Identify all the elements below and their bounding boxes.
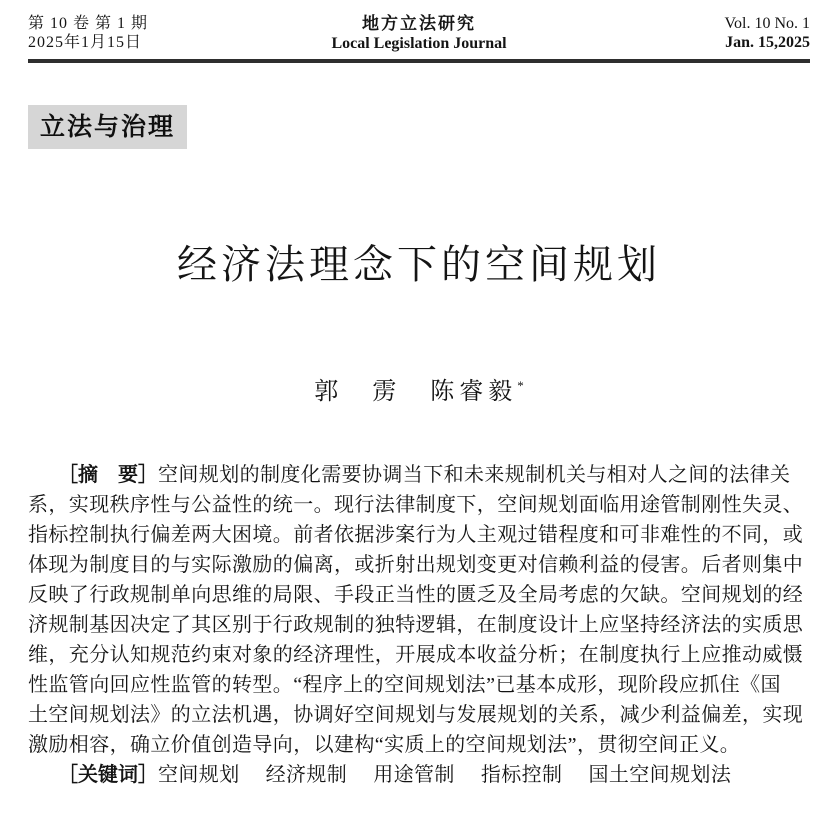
issue-info [28, 14, 243, 52]
abstract-line: 体现为制度目的与实际激励的偏离，或折射出规划变更对信赖利益的侵害。后者则集中 [28, 554, 804, 576]
abstract-line: 激励相容，确立价值创造导向，以建构“实质上的空间规划法”，贯彻空间正义。 [28, 734, 741, 756]
header-divider-rule [28, 59, 810, 63]
abstract-line: 维，充分认知规范约束对象的经济理性，开展成本收益分析；在制度执行上应推动威慑 [28, 644, 804, 666]
keyword-item: 经济规制 [265, 764, 348, 786]
issue-info-en [595, 14, 810, 52]
keyword-item: 国土空间规划法 [588, 764, 732, 786]
keywords-line [28, 760, 810, 790]
publish-date-zh: 2025年1月15日 [28, 34, 143, 51]
abstract-line: 性监管向回应性监管的转型。“程序上的空间规划法”已基本成形，现阶段应抓住《国 [28, 674, 781, 696]
journal-title-en: Local Legislation Journal [331, 35, 507, 52]
section-label-row [28, 105, 810, 149]
abstract-line: 指标控制执行偏差两大困境。前者依据涉案行为人主观过错程度和可非难性的不同，或 [28, 524, 804, 546]
keyword-item: 用途管制 [373, 764, 455, 786]
keywords-label: ［关键词］ [58, 764, 158, 786]
abstract-first-line [28, 460, 810, 490]
abstract-block [28, 460, 810, 790]
author-footnote-marker: * [517, 378, 524, 393]
keyword-item: 空间规划 [158, 764, 240, 786]
publish-date-en: Jan. 15,2025 [725, 34, 810, 51]
abstract-line: 土空间规划法》的立法机遇，协调好空间规划与发展规划的关系，减少利益偏差，实现 [28, 704, 804, 726]
journal-title-zh: 地方立法研究 [362, 14, 476, 33]
volume-issue-zh: 第 10 卷 第 1 期 [28, 15, 149, 32]
abstract-label: ［摘 要］ [58, 464, 158, 486]
journal-title-block [243, 14, 595, 53]
authors-line [28, 371, 810, 407]
abstract-line: 反映了行政规制单向思维的局限、手段正当性的匮乏及全局考虑的欠缺。空间规划的经 [28, 584, 804, 606]
volume-issue-en: Vol. 10 No. 1 [724, 15, 810, 32]
abstract-line: 济规制基因决定了其区别于行政规制的独特逻辑，在制度设计上应坚持经济法的实质思 [28, 614, 804, 636]
keyword-item: 指标控制 [480, 764, 563, 786]
keywords-list [158, 764, 731, 786]
abstract-line: 系，实现秩序性与公益性的统一。现行法律制度下，空间规划面临用途管制刚性失灵、 [28, 494, 804, 516]
author-names: 郭 雳 陈睿毅 [314, 379, 518, 405]
abstract-first-line-text: 空间规划的制度化需要协调当下和未来规制机关与相对人之间的法律关 [158, 464, 791, 486]
journal-header [28, 14, 810, 53]
article-title: 经济法理念下的空间规划 [177, 242, 661, 287]
abstract-lines [28, 490, 810, 760]
section-label: 立法与治理 [28, 105, 187, 149]
